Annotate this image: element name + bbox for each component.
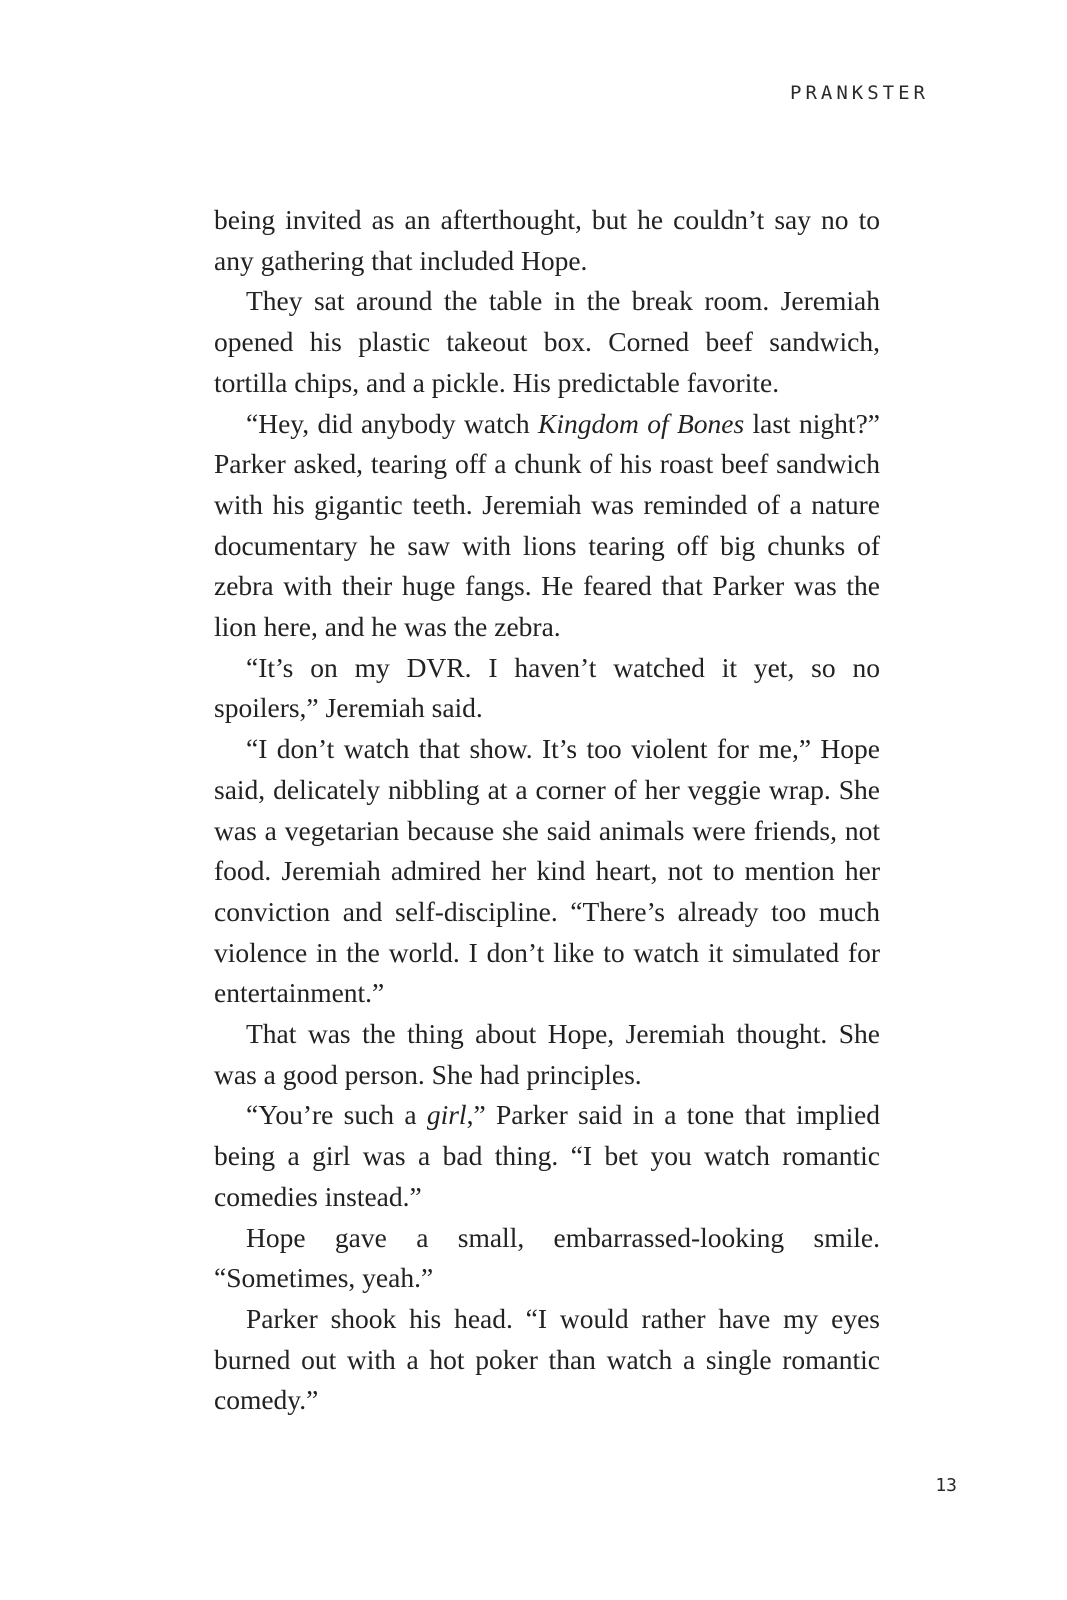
text-run: “I don’t watch that show. It’s too violent for me,” Hope said, delicately nibbling at a corner of her veggie wrap. She was a vegetarian because she said animals were friends, not food. Jeremiah admired her kind heart, not to mention her conviction and self-discipline. “There’s already too much violence in the world. I don’t like to watch it simulated for entertainment.” (214, 733, 880, 1009)
text-run: They sat around the table in the break room. Jeremiah opened his plastic takeout box. Corned beef sandwich, tortilla chips, and a pickle. His predictable favorite. (214, 285, 880, 398)
text-run: That was the thing about Hope, Jeremiah thought. She was a good person. She had principles. (214, 1018, 880, 1090)
paragraph (214, 729, 880, 1014)
text-run: Hope gave a small, embarrassed-looking smile. “Sometimes, yeah.” (214, 1221, 880, 1294)
text-run: “Hey, did anybody watch (246, 407, 539, 439)
italic-text: girl (426, 1099, 467, 1131)
paragraph (214, 1218, 880, 1299)
running-head: PRANKSTER (790, 82, 929, 104)
paragraph (214, 404, 880, 648)
text-run: “It’s on my DVR. I haven’t watched it yet, so no spoilers,” Jeremiah said. (214, 651, 880, 724)
italic-text: Kingdom of Bones (538, 407, 745, 439)
text-run: being invited as an afterthought, but he couldn’t say no to any gathering that included Hope. (214, 204, 880, 276)
text-run: ,” Parker said in a tone that implied being a girl was a bad thing. “I bet you watch romantic comedies instead.” (214, 1099, 880, 1212)
text-run: last night?” Parker asked, tearing off a chunk of his roast beef sandwich with his gigantic teeth. Jeremiah was reminded of a nature documentary he saw with lions tearing off big chunks of zebra with their huge fangs. He feared that Parker was the lion here, and he was the zebra. (214, 407, 880, 643)
paragraph (214, 1095, 880, 1217)
paragraph (214, 1014, 880, 1095)
paragraph (214, 281, 880, 403)
paragraph (214, 200, 880, 281)
text-run: Parker shook his head. “I would rather have my eyes burned out with a hot poker than watch a single romantic comedy.” (214, 1302, 880, 1416)
paragraph (214, 1299, 880, 1421)
text-run: “You’re such a (246, 1099, 427, 1131)
body-text (214, 200, 880, 1421)
page-number: 13 (935, 1475, 957, 1496)
paragraph (214, 648, 880, 729)
